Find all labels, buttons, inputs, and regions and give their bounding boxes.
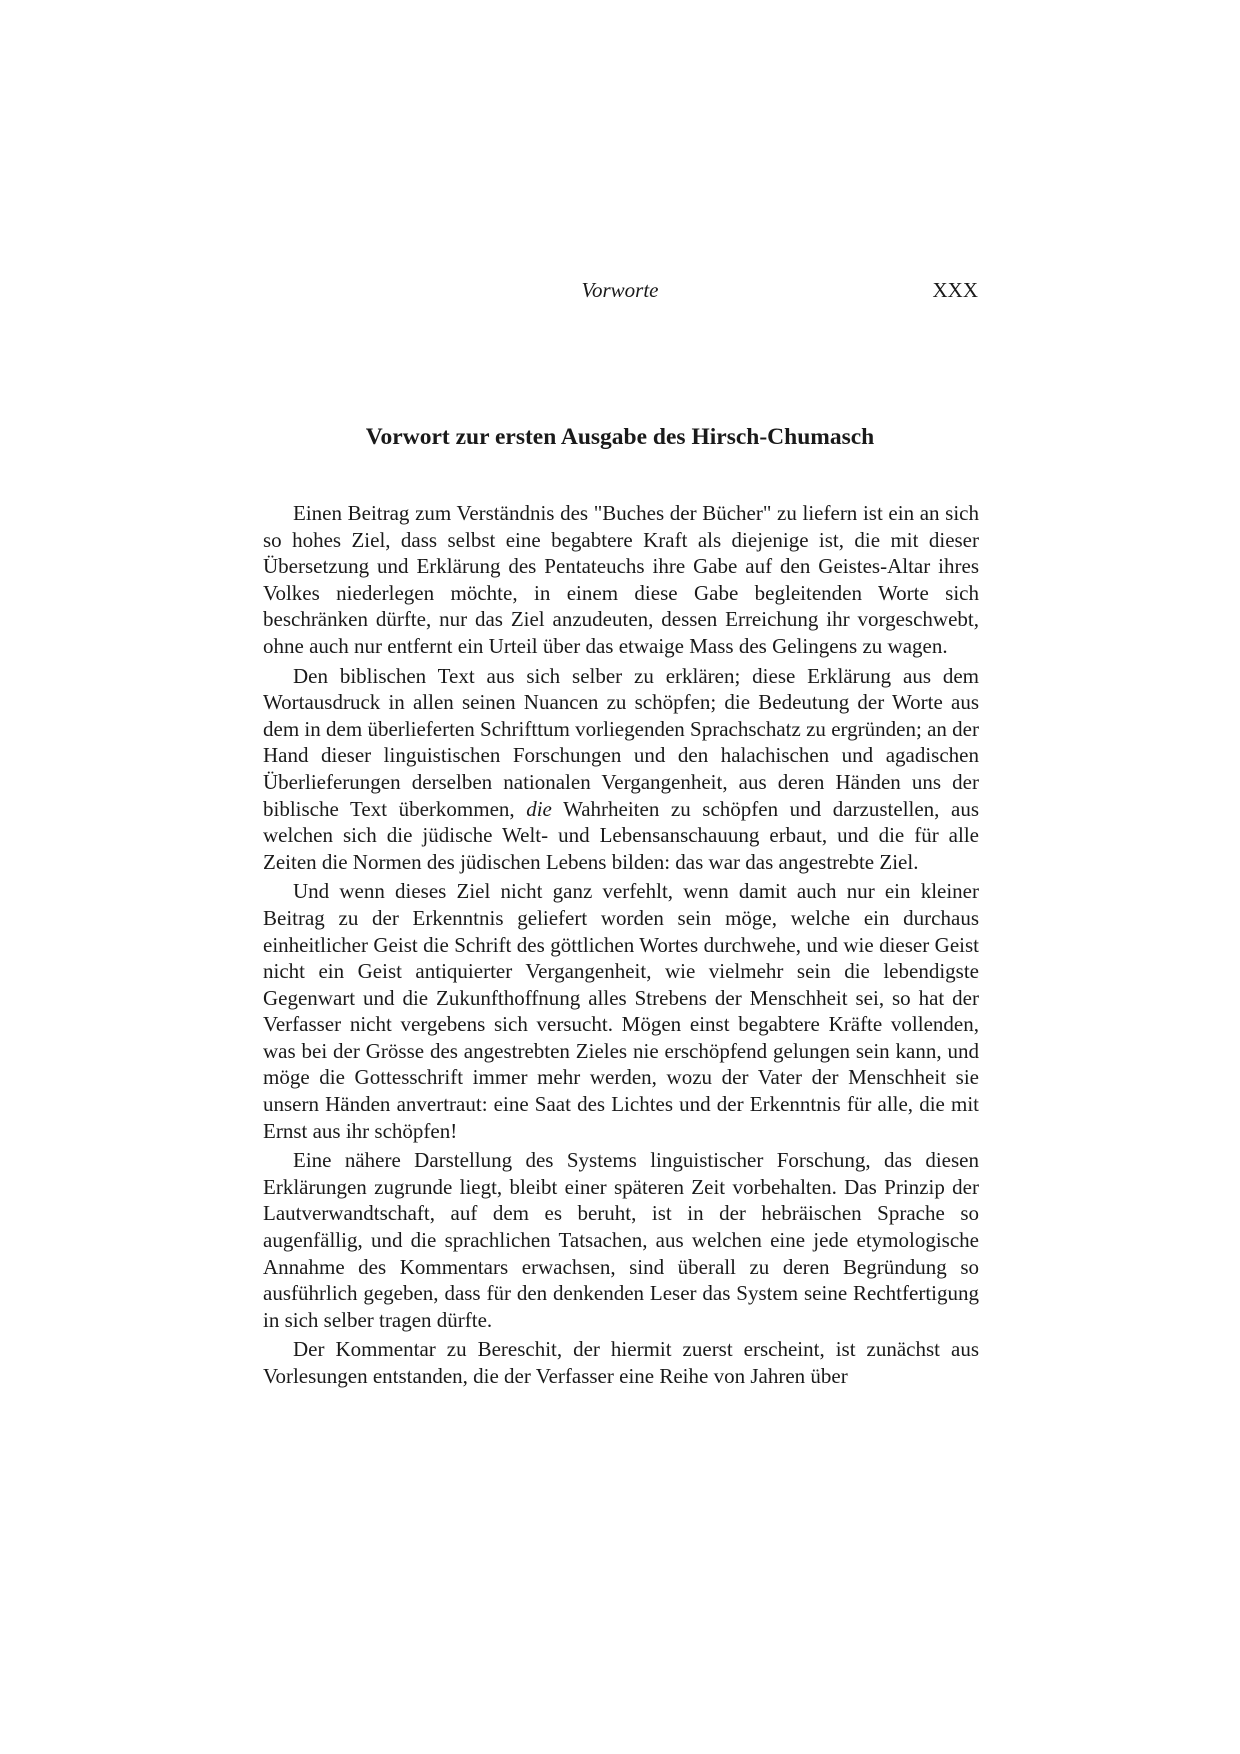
page-number: XXX <box>932 278 978 302</box>
chapter-title: Vorwort zur ersten Ausgabe des Hirsch-Chumasch <box>365 424 875 450</box>
paragraph-4: Eine nähere Darstellung des Systems linguistischer Forschung, das diesen Erklärungen zugrunde liegt, bleibt einer späteren Zeit vorbehalten. Das Prinzip der Lautverwandtschaft, auf dem es beruht, ist in der hebräischen Sprache so augenfällig, und die sprachlichen Tatsachen, aus welchen eine jede etymologische Annahme des Kommentars erwachsen, sind überall zu deren Begründung so ausführlich gegeben, dass für den denkenden Leser das System seine Rechtfertigung in sich selber tragen dürfte. <box>263 1148 979 1332</box>
paragraph-5: Der Kommentar zu Bereschit, der hiermit zuerst erscheint, ist zunächst aus Vorlesungen entstanden, die der Verfasser eine Reihe von Jahren über <box>263 1337 979 1388</box>
paragraph-2-emphasis: die <box>526 796 552 821</box>
body-text <box>263 500 979 1390</box>
paragraph-2-text-before: Den biblischen Text aus sich selber zu erklären; diese Erklärung aus dem Wortausdruck in allen seinen Nuancen zu schöpfen; die Bedeutung der Worte aus dem in dem überlieferten Schrifttum vorliegenden Sprachschatz zu ergründen; an der Hand dieser linguistischen Forschungen und den halachischen und agadischen Überlieferungen derselben nationalen Vergangenheit, aus deren Händen uns der biblische Text überkommen, <box>263 663 979 821</box>
paragraph-1: Einen Beitrag zum Verständnis des "Buches der Bücher" zu liefern ist ein an sich so hohes Ziel, dass selbst eine begabtere Kraft als diejenige ist, die mit dieser Übersetzung und Erklärung des Pentateuchs ihre Gabe auf den Geistes-Altar ihres Volkes niederlegen möchte, in einem diese Gabe begleitenden Worte sich beschränken dürfte, nur das Ziel anzudeuten, dessen Erreichung ihr vorgeschwebt, ohne auch nur entfernt ein Urteil über das etwaige Mass des Gelingens zu wagen. <box>263 501 979 658</box>
paragraph-2 <box>263 663 979 876</box>
paragraph-2-text-after: Wahrheiten zu schöpfen und darzustellen, aus welchen sich die jüdische Welt- und Lebensanschauung erbaut, und die für alle Zeiten die Normen des jüdischen Lebens bilden: das war das angestrebte Ziel. <box>263 796 979 874</box>
paragraph-3: Und wenn dieses Ziel nicht ganz verfehlt, wenn damit auch nur ein kleiner Beitrag zu der Erkenntnis geliefert worden sein möge, welche ein durchaus einheitlicher Geist die Schrift des göttlichen Wortes durchwehe, und wie dieser Geist nicht ein Geist antiquierter Vergangenheit, wie vielmehr sein die lebendigste Gegenwart und die Zukunfthoffnung alles Strebens der Menschheit sei, so hat der Verfasser nicht vergebens sich versucht. Mögen einst begabtere Kräfte vollenden, was bei der Grösse des angestrebten Zieles nie erschöpfend gelungen sein kann, und möge die Gottesschrift immer mehr werden, wozu der Vater der Menschheit sie unsern Händen anvertraut: eine Saat des Lichtes und der Erkenntnis für alle, die mit Ernst aus ihr schöpfen! <box>263 879 979 1143</box>
running-title: Vorworte <box>581 278 659 302</box>
running-head <box>262 274 978 306</box>
